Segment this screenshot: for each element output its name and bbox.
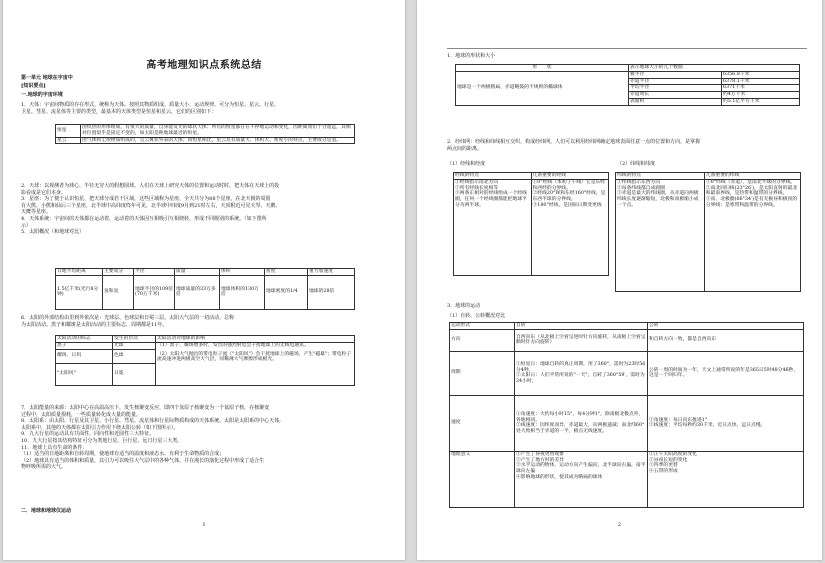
table-cell: 1.5亿千米(光行8分钟) [56,275,103,309]
section-heading-1: 一.地球的宇宙环境 [21,92,63,98]
paragraph-2 [21,183,389,236]
text-line: （2）地球具有适当的体积和质量，其引力可以吸住大气层中的各种气体，并在漫长的演化过程中形成了适合生 [21,457,265,464]
text-line: 过程中，太阳质量损耗，一些质量转化成大量的能量。 [21,411,142,418]
table-header-cell: 自转 [515,323,648,330]
earth-shape-table [455,64,800,106]
table-header-cell: 形 状 [456,65,629,72]
table-cell: 速度 [450,395,515,451]
table-header-row [56,336,355,343]
document-title: 高考地理知识点系统总结 [146,60,262,71]
table-cell: ①恒星日：地球自转的真正周期，用了360°，需时为23时56分4秒。 ②太阳日：人们平常所说的"一天"，自转了360°59′，需时为24小时。 [515,351,648,395]
sub-heading-latitude: （2）纬线和纬度 [617,161,656,167]
table-row [56,137,355,144]
table-header-cell: 密度 [265,269,308,276]
table-cell: ①角速度：大约每小时15°，每4分钟1°，除南极北极点外，各地相同。 ②线速度：因纬度而异，赤道最大，向两极递减；南北纬60°处大致相当于赤道的一半，极点无线速度。 [515,395,648,451]
table-header-row [454,173,609,180]
table-header-cell: 太阳活动的标志 [56,336,113,343]
text-line: 1．天体：宇宙间物质的存在形式，统称为天体。按照其物质组成、质量大小、运动规律，可分为恒星、星云、行星、 [21,102,280,108]
text-line: 7．太阳能量的来源：太阳中心在高温高压下，发生核聚变反应，即四个氢原子核聚变为一个氦原子核，在核聚变 [21,405,270,411]
text-line: 两点间的距离。 [447,145,483,152]
star-nebula-table [55,124,355,144]
table-row [454,179,609,275]
table-header-cell: 重力加速度 [308,269,355,276]
solar-activity-table [55,335,355,386]
header-rule [447,48,807,49]
text-line: 天鹰等星座。 [21,209,52,216]
table-cell: 方向 [450,329,515,351]
text-line: 5．太阳概况（和地球对比） [21,229,85,236]
table-row [450,395,804,451]
table-row [450,451,804,507]
table-row [56,125,355,138]
table-header-cell: 公转 [648,323,804,330]
table-cell: ①产生了昼夜更替现象 ②产生了地方时的差异 ③水平运动的物体，运动方向产生偏向，北半球向右偏，南半球向左偏 ④影响地球的形状，使其成为略扁的球体 [515,451,648,507]
table-cell: 和自转方向一致，都是自西向东 [648,329,804,351]
unit-heading: 第一单元 地球在宇宙中 [21,75,73,81]
knowledge-label: [知识要点] [21,83,46,89]
table-row [456,71,800,78]
table-cell: 地理意义 [450,451,515,507]
table-header-cell: 主要成分 [103,269,134,276]
motion-comparison-table [449,322,804,508]
table-header-row [450,323,804,330]
table-cell: 周期 [450,351,515,395]
table-row [616,179,801,291]
table-cell [156,342,355,385]
table-cell: 恒星 [56,125,81,138]
table-cell: ①经线指示南北方向 ②所有经线长度相等 ③两条正相对的经线组成一个经线圈，任何一个经线圈都能把地球平分为两半球。 [454,179,532,275]
document-page-1 [3,0,405,560]
text-line: 卫星、彗星、流星体等主要的类型，最基本的天体类型是恒星和星云，它们的区别如下： [21,108,217,115]
table-header-cell: 经线的特点 [454,173,532,180]
table-cell: 极半径 [629,71,722,78]
section-heading-2: 二．地球和地球仪运动 [21,508,72,514]
table-cell: ①正午太阳高度的变化 ②昼夜长短的变化 ③四季的更替 ④五带的形成 [648,451,804,507]
page-number: 1 [202,522,206,528]
text-line: 11．地球上具有生命的条件： [21,444,88,451]
text-line: 为太阳活动。黑子和耀斑是太阳活动的主要标志，周期都是11年。 [21,321,168,328]
sub-heading-longitude: （1）经线和经度 [447,161,486,167]
table-cell: 6378.1千米 [722,78,800,85]
paragraph-graticule [447,139,815,152]
table-cell: 地球体积的130万倍 [220,275,265,309]
text-line: 影看成是它们本身。 [21,189,67,196]
table-cell: 光球 [113,342,156,349]
table-cell: 日冕 [113,363,156,385]
table-header-row [456,65,800,72]
table-header-cell: 运动形式 [450,323,515,330]
paragraph-7 [21,405,389,471]
table-header-cell: 几条重要的纬线 [704,173,800,180]
table-cell: 约5.1亿平方千米 [722,98,800,105]
table-header-row [56,269,355,276]
table-header-cell: 质量 [175,269,220,276]
text-line: 2．经纬网：经线和纬线相互交织，构成经纬网。人们可以利用经纬网确定地球表面任意一点的位置和方向，是掌握 [447,139,701,145]
table-cell: 色球 [113,349,156,363]
table-header-cell: 半径 [134,269,175,276]
table-cell: 6356.8千米 [722,71,800,78]
table-row [450,351,804,395]
table-row [56,342,355,349]
table-cell: 赤道周长 [629,92,722,99]
effect-text: （1）黑子、耀斑增多时，发出的强烈射电会干扰地球上的无线电通讯。 [157,342,309,348]
text-line: 4．天体系统：宇宙间的天体都在运动着，运动着的天体因互相吸引互相绕转，形成不同级别的系统。（如下图所 [21,215,267,222]
heading-shape-size: 1．地球的形状和大小 [447,53,496,59]
table-header-cell: 纬线的特点 [616,173,705,180]
document-page-2 [417,0,822,560]
text-line: 3．星座：为了便于认识恒星，把天球分成若干区域，这些区域称为星座，全天共分为88个星座。在北天极的周围 [21,196,271,203]
table-cell: 表面积 [629,98,722,105]
table-header-cell: 日地平均距离 [56,269,103,276]
table-header-cell: 太阳活动对地球的影响 [156,336,355,343]
effect-text: （2）太阳大气抛出的带电粒子流（"太阳风"）会干扰地球上的磁场，产生"磁暴"；带电粒子流高速冲进两极高空大气层，同稀薄大气摩擦形成极光。 [157,351,352,363]
table-cell: 地球的28倍 [308,275,355,309]
page-number: 2 [617,522,622,528]
table-cell: 6371千米 [722,85,800,92]
table-cell: ①纬线指示东西方向 ②每条纬线都自成圆圈 ③赤道是最大的纬线圈，从赤道向两极纬线长度逐渐缩短，北极和南极缩小成一个点。 [616,179,705,291]
table-cell: 自西向东（从北极上空看呈逆时针方向旋转，从南极上空看呈顺时针方向旋转） [515,329,648,351]
sub-heading-motion: （1）自转、公转概况对比 [447,313,506,319]
table-header-cell: 表示地球大小的几个数据 [629,65,800,72]
table-cell: 耀斑、日珥 [56,349,113,363]
paragraph-6 [21,315,389,328]
text-line: 2．天球：以观测者为球心，半径无穷大的假想圆球。人们在天球上研究天体的位置和运动时时，把天体在天球上的投 [21,183,280,189]
table-row [56,275,355,309]
heading-motion: 3．地球的运动 [447,303,481,309]
text-line: 有大熊、小熊和仙后三个星座，北半球中高纬度终年可见，北半球中纬度9月到21时左右，天顶附近可见天琴、天鹅、 [21,202,281,209]
text-line: （1）适当的日地距离和自转周期，使地球有适当的温度和液态水，有利于生命物质的合成； [21,451,225,458]
table-cell: 赤道半径 [629,78,722,85]
text-line: 9．九大行星的运动具有共面性、同向性和近圆性三大特征。 [21,431,155,438]
table-cell: 约4万千米 [722,92,800,99]
text-line: 太阳系中，其他的天体都在太阳引力作用下绕太阳公转（如下图所示）。 [21,424,179,431]
table-cell: ①0°经线（本初子午线）它是东经和西经的分界线。 ②经线20°W和东经160°经线，是东西半球的分界线。 ③180°经线，是国际日期变更线 [531,179,609,275]
table-cell: ①角速度：每日向东推进1° ②线速度：平均每秒约30千米，近日点快，远日点慢。 [648,395,804,451]
longitude-table [453,172,609,276]
table-header-cell: 发生的层次 [113,336,156,343]
table-cell: 地球质量的33万多倍 [175,275,220,309]
table-cell: 平均半径 [629,85,722,92]
table-cell: 氢和氦 [103,275,134,309]
text-line: 物呼吸所需的大气。 [21,464,67,471]
table-row [450,329,804,351]
table-cell: 由炽热的形体组成，有很大的质量，自身能发光的球状天体；所有的恒星都在在不停地运动和变化，因距离我们十分遥远，其相对位置似乎是固定不变的，如太阳是距地球最近的恒星。 [81,125,355,138]
table-cell: 地球是一个两极稍扁、赤道略鼓的不规则的椭球体 [456,71,629,105]
text-line: 示） [21,222,32,229]
sun-facts-table [55,268,355,310]
table-cell: 由气体和尘埃物质组成的，呈云雾状外表的天体；同恒星相比，星云具有质量大、体积大、密度小的特点，主要成分是氢。 [81,137,355,144]
table-cell: 地球密度的1/4 [265,275,308,309]
latitude-table [615,172,801,292]
table-cell: 公转一周的时间为一年，天文上通常所说的年是365日5时48分46秒，这是一个回归年。 [648,351,804,395]
text-line: 8．太阳系：由太阳、行星及其卫星、小行星、彗星、流星体和行星际物质构成的天体系统。太阳是太阳系的中心天体; [21,418,281,425]
table-cell: 黑子 [56,342,113,349]
table-header-row [616,173,801,180]
table-header-cell: 几条重要的经线 [531,173,609,180]
table-cell: 地球半径的109倍(70万千米) [134,275,175,309]
text-line: 6．太阳的外部结构由里到外依次是：光球层、色球层和日冕三层。太阳大气层的一切活动，总称 [21,315,235,321]
paragraph-1 [21,102,389,115]
table-cell: ①0°纬线（赤道），是南北半球的分界线。 ②南北回归线(23°26′)，是太阳直射的最北和最南界线，是热带和温带的分界线。 ③南、北极圈(66°34′)是有无极昼和极夜的分界线；是寒带和温带的分界线。 [704,179,800,291]
table-cell: 星云 [56,137,81,144]
table-cell: "太阳风" [56,363,113,385]
table-header-cell: 体积 [220,269,265,276]
text-line: 10．九大行星按其结构特征可分为类地行星、巨行星、远日行星三大类。 [21,437,183,444]
